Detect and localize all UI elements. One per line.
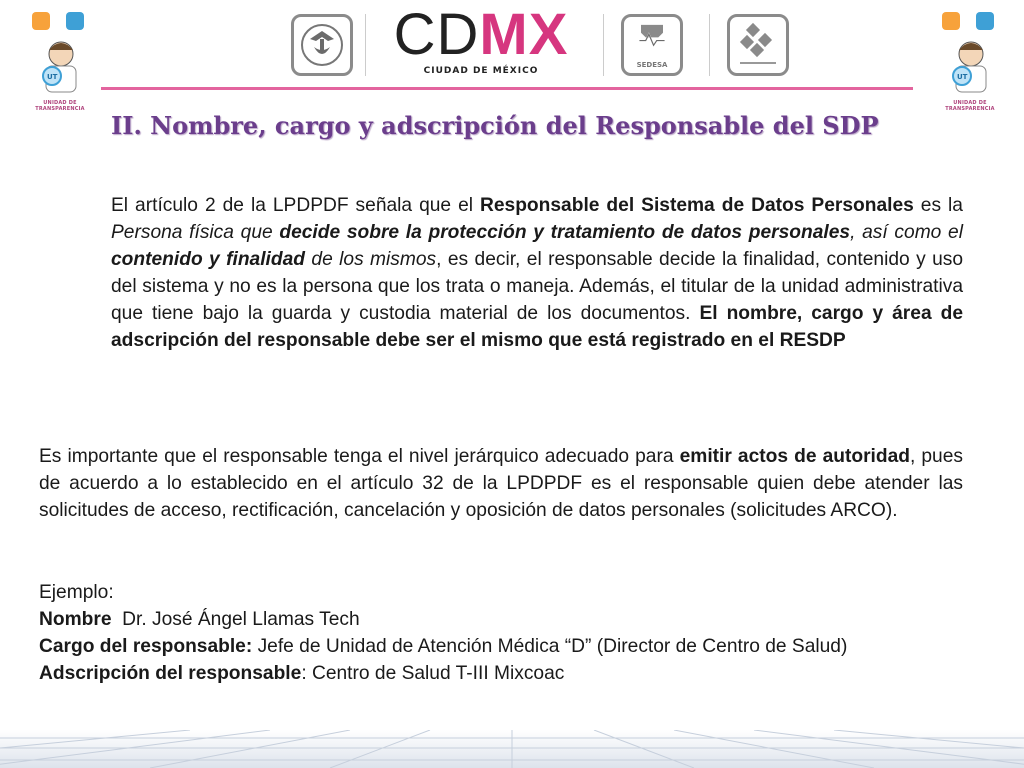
header-rule (101, 87, 913, 90)
transparency-badge-left (20, 8, 100, 112)
example-name: Nombre Dr. José Ángel Llamas Tech (39, 609, 360, 630)
paragraph-hierarchy: Es importante que el responsable tenga el nivel jerárquico adecuado para emitir actos de autoridad, pues de acuerdo a lo establecido en el artículo 32 de la LPDPDF es el responsable quien debe atender las solicitudes de acceso, rectificación, cancelación y oposición de datos personales (solicitudes ARCO). (39, 446, 963, 521)
example-block (39, 579, 963, 687)
transparency-badge-right (930, 8, 1010, 112)
brand-subtitle: CIUDAD DE MÉXICO (423, 66, 539, 76)
blue-icon (66, 12, 84, 30)
paragraph-definition: El artículo 2 de la LPDPDF señala que el Responsable del Sistema de Datos Personales es la Persona física que decide sobre la protección y tratamiento de datos personales, así como el contenido y finalidad de los mismos, es decir, el responsable decide la finalidad, contenido y uso del sistema y no es la persona que los trata o maneja. Además, el titular de la unidad administrativa que tiene bajo la guarda y custodia material de los documentos. El nombre, cargo y área de adscripción del responsable debe ser el mismo que está registrado en el RESDP (111, 195, 964, 351)
ut-label: UNIDAD DE TRANSPARENCIA (945, 100, 995, 112)
example-adscripcion: Adscripción del responsable: Centro de Salud T-III Mixcoac (39, 663, 565, 684)
svg-text:UT: UT (47, 73, 58, 81)
blue-icon (976, 12, 994, 30)
servicios-salud-logo-icon (727, 14, 789, 76)
sedesa-label: SEDESA (636, 61, 668, 69)
transparency-mascot-icon (34, 34, 88, 98)
brand-cd: CD (393, 2, 480, 67)
slide-title: II. Nombre, cargo y adscripción del Responsable del SDP (111, 111, 879, 140)
divider (603, 14, 604, 76)
orange-icon (32, 12, 50, 30)
cdmx-logo (373, 2, 589, 80)
brand-mx: MX (479, 2, 569, 67)
divider (365, 14, 366, 76)
ut-label: UNIDAD DE TRANSPARENCIA (35, 100, 85, 112)
svg-text:UT: UT (957, 73, 968, 81)
eagle-seal-icon (291, 14, 353, 76)
header-logos (285, 2, 805, 84)
example-heading: Ejemplo: (39, 582, 114, 603)
example-cargo: Cargo del responsable: Jefe de Unidad de Atención Médica “D” (Director de Centro de Salud) (39, 636, 848, 657)
perspective-grid-floor (0, 730, 1024, 768)
transparency-mascot-icon (944, 34, 998, 98)
sedesa-logo-icon (621, 14, 683, 76)
divider (709, 14, 710, 76)
orange-icon (942, 12, 960, 30)
